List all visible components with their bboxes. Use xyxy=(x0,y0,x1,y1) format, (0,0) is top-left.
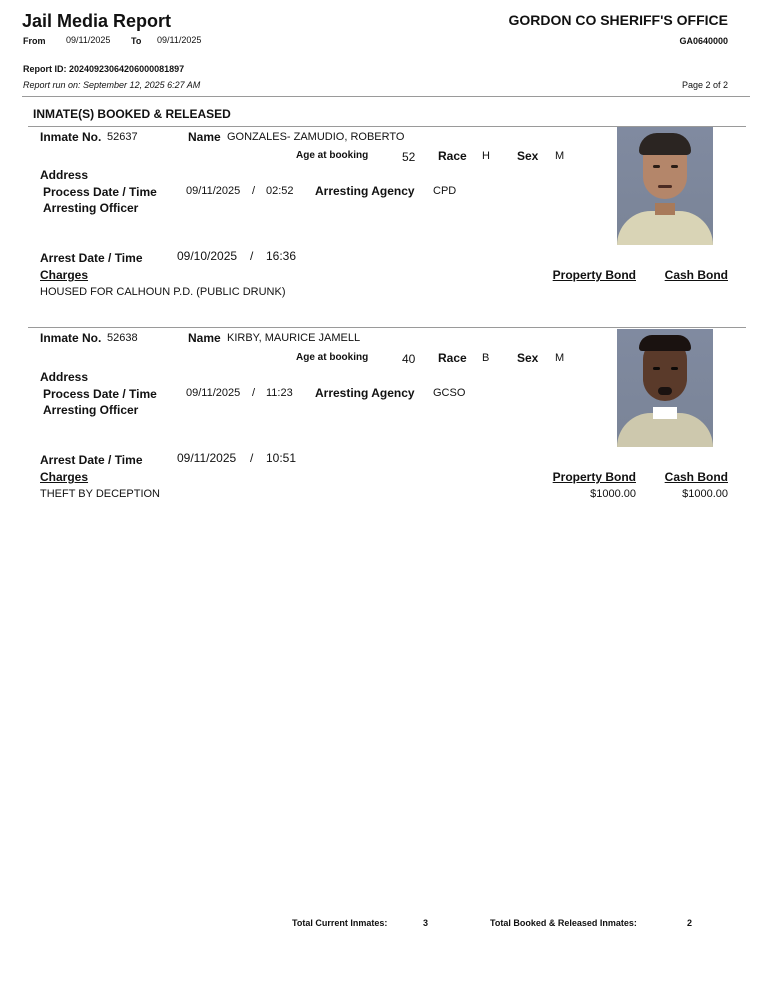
age-label: Age at booking xyxy=(296,150,369,161)
inmate-no-label: Inmate No. xyxy=(40,331,102,345)
arrest-date: 09/10/2025 xyxy=(177,249,238,263)
arrest-label: Arrest Date / Time xyxy=(40,251,143,265)
process-slash: / xyxy=(252,387,256,399)
arrest-date: 09/11/2025 xyxy=(177,451,237,465)
header-divider xyxy=(22,96,750,97)
arrest-slash: / xyxy=(250,451,254,465)
arresting-agency: GCSO xyxy=(433,387,466,399)
officer-label: Arresting Officer xyxy=(43,201,139,215)
arrest-slash: / xyxy=(250,249,254,263)
cash-bond-label: Cash Bond xyxy=(664,268,728,282)
charge-text: HOUSED FOR CALHOUN P.D. (PUBLIC DRUNK) xyxy=(40,286,286,298)
charge-text: THEFT BY DECEPTION xyxy=(40,488,161,500)
process-date: 09/11/2025 xyxy=(186,185,241,197)
total-booked-label: Total Booked & Released Inmates: xyxy=(490,918,637,928)
address-label: Address xyxy=(40,168,89,182)
charges-label: Charges xyxy=(40,268,89,282)
report-run-on: Report run on: September 12, 2025 6:27 AM xyxy=(23,80,201,90)
from-label: From xyxy=(23,36,46,46)
property-bond-label: Property Bond xyxy=(552,268,636,282)
total-booked-value: 2 xyxy=(687,918,693,928)
cash-bond-label: Cash Bond xyxy=(664,470,728,484)
agency-code: GA0640000 xyxy=(679,36,728,46)
inmate-photo xyxy=(617,329,713,447)
process-label: Process Date / Time xyxy=(43,387,157,401)
inmate-no-label: Inmate No. xyxy=(40,130,102,144)
process-time: 11:23 xyxy=(266,387,293,399)
race-label: Race xyxy=(438,351,467,365)
to-date: 09/11/2025 xyxy=(157,35,202,45)
report-title: Jail Media Report xyxy=(22,11,172,31)
sex-value: M xyxy=(555,352,565,364)
process-date: 09/11/2025 xyxy=(186,387,241,399)
inmate-no: 52638 xyxy=(107,332,138,344)
property-bond-label: Property Bond xyxy=(552,470,636,484)
total-current-label: Total Current Inmates: xyxy=(292,918,388,928)
sex-label: Sex xyxy=(517,149,539,163)
sex-label: Sex xyxy=(517,351,539,365)
race-label: Race xyxy=(438,149,467,163)
arrest-time: 10:51 xyxy=(266,451,297,465)
process-label: Process Date / Time xyxy=(43,185,157,199)
inmate-name: KIRBY, MAURICE JAMELL xyxy=(227,332,361,344)
property-bond-value: $1000.00 xyxy=(590,488,636,500)
total-current-value: 3 xyxy=(423,918,429,928)
cash-bond-value: $1000.00 xyxy=(682,488,728,500)
process-slash: / xyxy=(252,185,256,197)
inmate-no: 52637 xyxy=(107,131,138,143)
age-value: 52 xyxy=(402,150,416,164)
arresting-agency: CPD xyxy=(433,185,457,197)
inmate-photo xyxy=(617,127,713,245)
age-value: 40 xyxy=(402,352,416,366)
name-label: Name xyxy=(188,130,221,144)
agency-label: Arresting Agency xyxy=(315,184,415,198)
charges-label: Charges xyxy=(40,470,89,484)
race-value: B xyxy=(482,352,490,364)
race-value: H xyxy=(482,150,490,162)
sex-value: M xyxy=(555,150,565,162)
age-label: Age at booking xyxy=(296,352,369,363)
page-number: Page 2 of 2 xyxy=(681,80,728,90)
to-label: To xyxy=(131,36,142,46)
from-date: 09/11/2025 xyxy=(66,35,111,45)
inmate-name: GONZALES- ZAMUDIO, ROBERTO xyxy=(227,131,405,143)
record-divider xyxy=(28,327,746,328)
arrest-time: 16:36 xyxy=(266,249,297,263)
arrest-label: Arrest Date / Time xyxy=(40,453,143,467)
process-time: 02:52 xyxy=(266,185,294,197)
name-label: Name xyxy=(188,331,221,345)
agency-label: Arresting Agency xyxy=(315,386,415,400)
section-title: INMATE(S) BOOKED & RELEASED xyxy=(33,107,231,121)
officer-label: Arresting Officer xyxy=(43,403,139,417)
report-id: Report ID: 20240923064206000081897 xyxy=(23,64,185,74)
address-label: Address xyxy=(40,370,89,384)
agency-name: GORDON CO SHERIFF'S OFFICE xyxy=(508,12,728,28)
